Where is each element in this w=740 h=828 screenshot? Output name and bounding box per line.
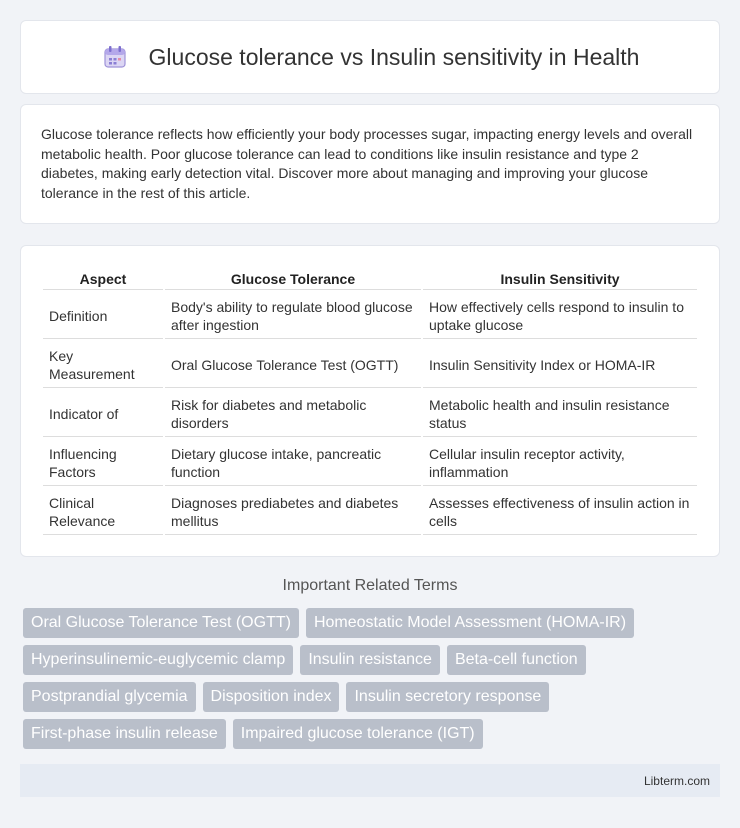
cell-glucose-tolerance: Dietary glucose intake, pancreatic function: [165, 439, 421, 486]
tag-ogtt[interactable]: Oral Glucose Tolerance Test (OGTT): [23, 608, 299, 638]
tag-postprandial-glycemia[interactable]: Postprandial glycemia: [23, 682, 196, 712]
tag-beta-cell-function[interactable]: Beta-cell function: [447, 645, 586, 675]
title-card: [20, 20, 720, 94]
related-terms-section: [20, 577, 720, 749]
header-aspect: Aspect: [43, 268, 163, 290]
calendar-icon: [101, 43, 129, 71]
cell-aspect: Influencing Factors: [43, 439, 163, 486]
comparison-table-card: [20, 245, 720, 557]
table-row: [43, 488, 697, 535]
cell-glucose-tolerance: Diagnoses prediabetes and diabetes mellitus: [165, 488, 421, 535]
table-row: [43, 341, 697, 388]
cell-insulin-sensitivity: Assesses effectiveness of insulin action in cells: [423, 488, 697, 535]
tag-insulin-secretory-response[interactable]: Insulin secretory response: [346, 682, 549, 712]
tag-igt[interactable]: Impaired glucose tolerance (IGT): [233, 719, 483, 749]
cell-aspect: Key Measurement: [43, 341, 163, 388]
header-insulin-sensitivity: Insulin Sensitivity: [423, 268, 697, 290]
tag-homa-ir[interactable]: Homeostatic Model Assessment (HOMA-IR): [306, 608, 634, 638]
cell-insulin-sensitivity: How effectively cells respond to insulin to uptake glucose: [423, 292, 697, 339]
tag-insulin-resistance[interactable]: Insulin resistance: [300, 645, 440, 675]
cell-insulin-sensitivity: Cellular insulin receptor activity, inflammation: [423, 439, 697, 486]
related-terms-title: Important Related Terms: [282, 577, 458, 594]
cell-glucose-tolerance: Body's ability to regulate blood glucose after ingestion: [165, 292, 421, 339]
header-glucose-tolerance: Glucose Tolerance: [165, 268, 421, 290]
cell-insulin-sensitivity: Insulin Sensitivity Index or HOMA-IR: [423, 341, 697, 388]
footer: [20, 764, 720, 797]
cell-aspect: Indicator of: [43, 390, 163, 437]
table-header-row: [43, 268, 697, 290]
table-row: [43, 292, 697, 339]
comparison-table: [41, 266, 699, 537]
table-row: [43, 390, 697, 437]
intro-text: Glucose tolerance reflects how efficiently your body processes sugar, impacting energy levels and overall metabolic health. Poor glucose tolerance can lead to conditions like insulin resistance and type 2 diabetes, making early detection vital. Discover more about managing and improving your glucose tolerance in the rest of this article.: [41, 126, 693, 201]
cell-insulin-sensitivity: Metabolic health and insulin resistance status: [423, 390, 697, 437]
footer-brand[interactable]: Libterm.com: [643, 773, 710, 788]
cell-aspect: Clinical Relevance: [43, 488, 163, 535]
cell-glucose-tolerance: Oral Glucose Tolerance Test (OGTT): [165, 341, 421, 388]
page-title: Glucose tolerance vs Insulin sensitivity in Health: [148, 43, 640, 70]
tag-clamp[interactable]: Hyperinsulinemic-euglycemic clamp: [23, 645, 293, 675]
cell-aspect: Definition: [43, 292, 163, 339]
tag-first-phase-insulin-release[interactable]: First-phase insulin release: [23, 719, 226, 749]
tag-disposition-index[interactable]: Disposition index: [203, 682, 340, 712]
related-terms-tags: [20, 608, 720, 749]
intro-card: [20, 104, 720, 224]
table-row: [43, 439, 697, 486]
cell-glucose-tolerance: Risk for diabetes and metabolic disorders: [165, 390, 421, 437]
